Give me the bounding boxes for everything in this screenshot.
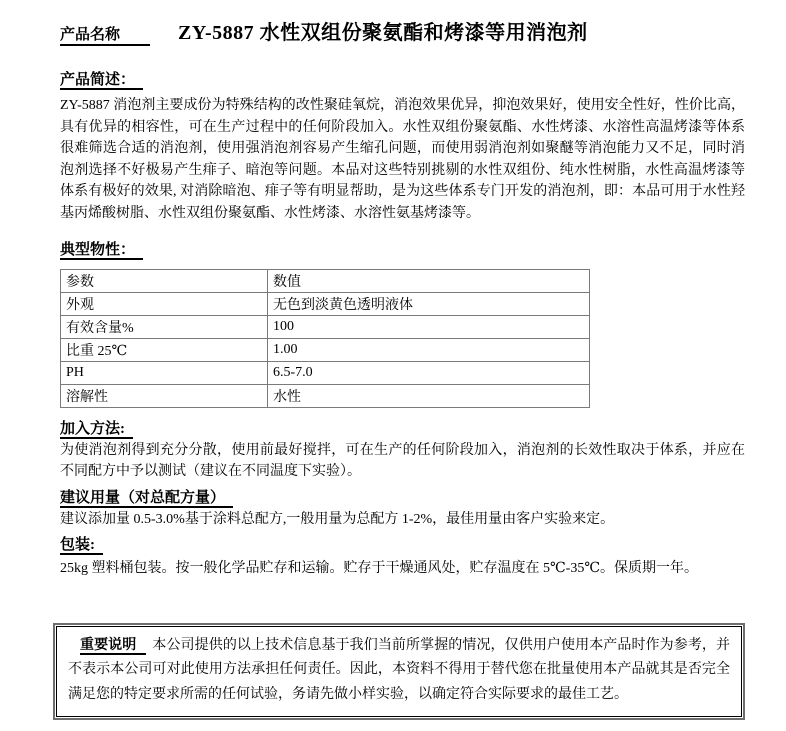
table-row: PH 6.5-7.0 [61, 361, 590, 384]
dosage-body: 建议添加量 0.5-3.0%基于涂料总配方,一般用量为总配方 1-2%，最佳用量由客户实验来定。 [60, 511, 615, 527]
table-header-row [61, 269, 590, 292]
properties-table [60, 269, 590, 408]
section-usage [60, 417, 745, 483]
section-intro [60, 68, 745, 225]
section-properties [60, 238, 745, 408]
table-row: 溶解性 水性 [61, 384, 590, 407]
intro-body: ZY-5887 消泡剂主要成份为特殊结构的改性聚硅氧烷，消泡效果优异，抑泡效果好，使用安全性好，性价比高，具有优异的相容性，可在生产过程中的任何阶段加入。水性双组份聚氨酯、水性烤漆、水溶性高温烤漆等体系很难筛选合适的消泡剂，使用强消泡剂容易产生缩孔问题，而使用弱消泡剂如聚醚等消泡能力又不足，同时消泡剂选择不好极易产生痱子、暗泡等问题。本品对这些特别挑剔的水性双组份、纯水性树脂，水性高温烤漆等体系有极好的效果, 对消除暗泡、痱子等有明显帮助，是为这些体系专门开发的消泡剂，即：本品可用于水性羟基丙烯酸树脂、水性双组份聚氨酯、水性烤漆、水溶性氨基烤漆等。 [60, 98, 745, 221]
usage-heading: 加入方法: [60, 417, 745, 438]
notice-label: 重要说明 [80, 638, 146, 655]
section-packaging [60, 533, 745, 580]
packaging-heading: 包装: [60, 533, 745, 554]
dosage-heading: 建议用量（对总配方量） [60, 486, 745, 507]
notice-body: 本公司提供的以上技术信息基于我们当前所掌握的情况，仅供用户使用本产品时作为参考，并不表示本公司可对此使用方法承担任何责任。因此，本资料不得用于替代您在批量使用本产品就其是否完全满足您的特定要求所需的任何试验，务请先做小样实验，以确定符合实际要求的最佳工艺。 [68, 637, 731, 702]
properties-heading: 典型物性： [60, 238, 745, 259]
notice-text [68, 634, 730, 708]
intro-heading: 产品简述： [60, 68, 745, 89]
important-notice-box [56, 626, 742, 718]
section-dosage [60, 486, 745, 531]
col-header-value: 数值 [268, 269, 590, 292]
packaging-body: 25kg 塑料桶包装。按一般化学品贮存和运输。贮存于干燥通风处，贮存温度在 5℃-35℃。保质期一年。 [60, 561, 698, 577]
table-row: 比重 25℃ 1.00 [61, 338, 590, 361]
doc-header [60, 16, 745, 46]
page-title: ZY-5887 水性双组份聚氨酯和烤漆等用消泡剂 [178, 22, 588, 44]
product-name-label: 产品名称 [60, 23, 150, 46]
table-row: 有效含量% 100 [61, 315, 590, 338]
col-header-parameter: 参数 [61, 269, 268, 292]
table-row: 外观 无色到淡黄色透明液体 [61, 292, 590, 315]
usage-body: 为使消泡剂得到充分分散，使用前最好搅拌，可在生产的任何阶段加入，消泡剂的长效性取决于体系，并应在不同配方中予以测试（建议在不同温度下实验）。 [60, 442, 745, 480]
